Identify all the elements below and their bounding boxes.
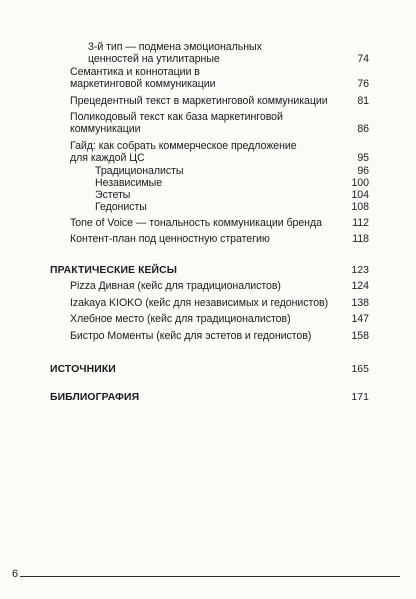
toc-entry-tone-of-voice xyxy=(70,217,369,229)
toc-entry-page: 100 xyxy=(351,177,369,189)
toc-entry-traditionalists xyxy=(95,165,369,177)
toc-entry-title: Гедонисты xyxy=(95,201,147,213)
toc-entry-precedent-text xyxy=(70,95,369,107)
toc-entry-page: 95 xyxy=(357,152,369,165)
toc-entry-bistro xyxy=(70,330,369,342)
toc-section-page: 171 xyxy=(351,392,369,403)
toc-section-sources xyxy=(50,364,369,376)
toc-entry-title: Izakaya KIOKO (кейс для независимых и гедонистов) xyxy=(70,297,329,309)
toc-entry-title: Pizza Дивная (кейс для традиционалистов) xyxy=(70,280,281,292)
toc-entry-semantics xyxy=(70,66,369,91)
toc-entry-independents xyxy=(95,177,369,189)
toc-entry-title: Семантика и коннотации в маркетинговой коммуникации xyxy=(70,66,216,91)
toc-entry-page: 118 xyxy=(352,233,369,245)
toc-entry-page: 147 xyxy=(351,313,369,325)
toc-entry-page: 124 xyxy=(351,280,369,292)
toc-entry-bread-place xyxy=(70,313,369,325)
toc-section-title: ПРАКТИЧЕСКИЕ КЕЙСЫ xyxy=(50,265,177,276)
toc-section-bibliography xyxy=(50,392,369,404)
toc-entry-polycode-text xyxy=(70,111,369,136)
toc-entry-title: Эстеты xyxy=(95,189,131,201)
toc-entry-title: Бистро Моменты (кейс для эстетов и гедонистов) xyxy=(70,330,312,342)
bottom-rule xyxy=(20,576,400,577)
toc-entry-izakaya xyxy=(70,297,369,309)
toc-entry-title: Гайд: как собрать коммерческое предложение для каждой ЦС xyxy=(70,140,297,165)
toc-entry-title: 3-й тип — подмена эмоциональных ценностей на утилитарные xyxy=(88,41,262,66)
toc-entry-aesthetes xyxy=(95,189,369,201)
toc-entry-title: Прецедентный текст в маркетинговой коммуникации xyxy=(70,95,328,107)
toc-entry-page: 112 xyxy=(352,217,369,229)
toc-entry-hedonists xyxy=(95,201,369,213)
toc-section-title: БИБЛИОГРАФИЯ xyxy=(50,392,140,403)
toc-entry-page: 74 xyxy=(357,53,369,66)
toc-entry-title: Независимые xyxy=(95,177,163,189)
toc-section-practical-cases xyxy=(50,265,369,277)
toc-entry-page: 81 xyxy=(357,95,369,107)
toc-entry-title: Традиционалисты xyxy=(95,165,184,177)
toc-entry-title: Контент-план под ценностную стратегию xyxy=(70,233,270,245)
toc-entry-title: Tone of Voice — тональность коммуникации бренда xyxy=(70,217,322,229)
toc-entry-page: 104 xyxy=(351,189,369,201)
toc-entry-page: 158 xyxy=(351,330,369,342)
toc-entry-page: 108 xyxy=(351,201,369,213)
toc-section-page: 165 xyxy=(351,364,369,375)
toc-entry-page: 138 xyxy=(351,297,369,309)
toc-entry-page: 76 xyxy=(357,78,369,91)
toc-section-page: 123 xyxy=(351,265,369,276)
toc-entry-page: 96 xyxy=(357,165,369,177)
toc-entry-title: Поликодовый текст как база маркетинговой коммуникации xyxy=(70,111,283,136)
toc-entry-content-plan xyxy=(70,233,369,245)
toc-entry-page: 86 xyxy=(357,123,369,136)
toc-entry-title: Хлебное место (кейс для традиционалистов) xyxy=(70,313,291,325)
toc-entry-type3 xyxy=(88,41,369,66)
toc-entry-pizza xyxy=(70,280,369,292)
page-number: 6 xyxy=(12,568,19,580)
toc-section-title: ИСТОЧНИКИ xyxy=(50,364,116,375)
toc-entry-guide xyxy=(70,140,369,165)
